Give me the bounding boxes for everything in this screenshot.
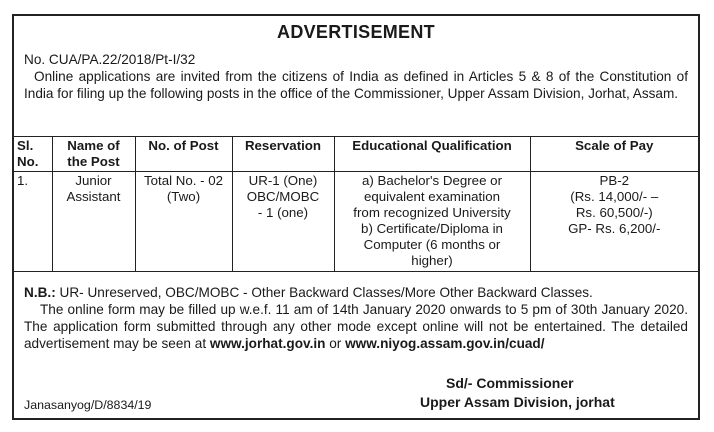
qualification-line: a) Bachelor's Degree or: [361, 173, 502, 188]
intro-paragraph: Online applications are invited from the citizens of India as defined in Articles 5 & 8 of the Constitution of India for filing up the following posts in the office of the Commissioner, Upper Assam Division, Jorhat, Assam.: [24, 69, 688, 101]
cell-pay-scale: [530, 172, 698, 272]
table-row: [14, 172, 698, 272]
website-link-niyog[interactable]: www.niyog.assam.gov.in/cuad/: [345, 336, 545, 351]
qualification-line: from recognized University: [353, 205, 511, 220]
nb-abbreviation-text: UR- Unreserved, OBC/MOBC - Other Backward Classes/More Other Backward Classes.: [59, 285, 593, 300]
reservation-line: - 1 (one): [257, 205, 309, 220]
posts-table: [14, 136, 698, 272]
nb-or: or: [329, 336, 342, 351]
nb-instruction-text: The online form may be filled up w.e.f. 11 am of 14th January 2020 onwards to 5 pm of 30th January 2020. The application form submitted through any other mode except online will not be entertained. The detailed advertisement may be seen at: [24, 302, 688, 351]
website-link-jorhat[interactable]: www.jorhat.gov.in: [209, 336, 326, 351]
header-qualification: Educational Qualification: [334, 137, 530, 172]
post-name-line: Assistant: [66, 189, 121, 204]
publication-code: Janasanyog/D/8834/19: [24, 398, 152, 412]
pay-line: GP- Rs. 6,200/-: [568, 221, 661, 236]
reference-number: No. CUA/PA.22/2018/Pt-I/32: [24, 52, 196, 67]
pay-line: Rs. 60,500/-): [575, 205, 653, 220]
qualification-line: higher): [411, 253, 453, 268]
qualification-line: Computer (6 months or: [363, 237, 501, 252]
advertisement-title: ADVERTISEMENT: [277, 22, 435, 42]
post-name-line: Junior: [75, 173, 112, 188]
advertisement-box: [12, 14, 700, 420]
reservation-line: OBC/MOBC: [246, 189, 320, 204]
header-pay-scale: Scale of Pay: [530, 137, 698, 172]
cell-reservation: [232, 172, 334, 272]
reservation-line: UR-1 (One): [248, 173, 318, 188]
post-count-line: Total No. - 02: [143, 173, 224, 188]
cell-sl-no: 1.: [14, 172, 52, 272]
nb-instructions: [24, 301, 688, 352]
pay-line: PB-2: [599, 173, 630, 188]
signature-line-1: Sd/- Commissioner: [446, 375, 574, 391]
table-header-row: [14, 137, 698, 172]
header-reservation: Reservation: [232, 137, 334, 172]
nb-label: N.B.:: [24, 285, 56, 300]
qualification-line: equivalent examination: [363, 189, 500, 204]
notes-block: [24, 284, 688, 352]
cell-post-count: [135, 172, 232, 272]
qualification-line: b) Certificate/Diploma in: [361, 221, 503, 236]
header-post-count: No. of Post: [135, 137, 232, 172]
header-sl-no: Sl. No.: [14, 137, 52, 172]
cell-post-name: [52, 172, 135, 272]
nb-abbreviations: [24, 284, 688, 301]
signature-line-2: Upper Assam Division, jorhat: [420, 394, 615, 410]
pay-line: (Rs. 14,000/- –: [570, 189, 659, 204]
header-post-name: Name of the Post: [52, 137, 135, 172]
cell-qualification: [334, 172, 530, 272]
post-count-line: (Two): [166, 189, 201, 204]
